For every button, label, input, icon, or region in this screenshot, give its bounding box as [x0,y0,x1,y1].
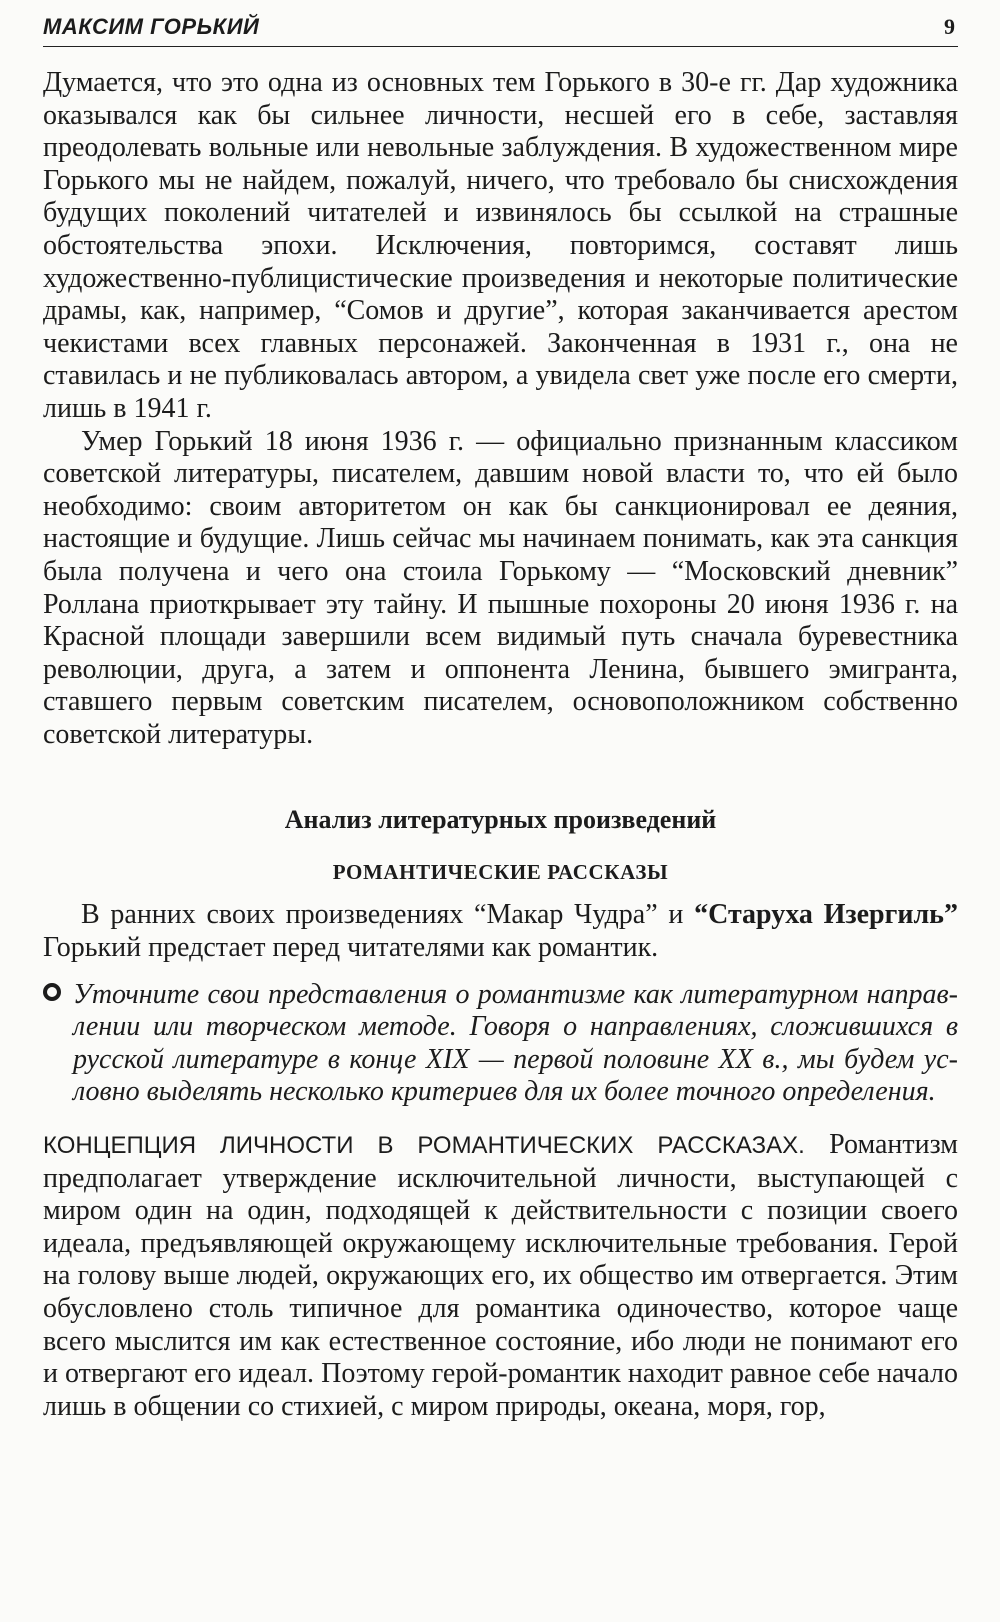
subsection-title: РОМАНТИЧЕСКИЕ РАССКАЗЫ [332,860,669,885]
page-header [43,14,958,47]
page-number: 9 [944,14,955,39]
paragraph-2: Умер Горький 18 июня 1936 г. — официально признанным классиком советской литературы, писателем, давшим новой власти то, что ей было необходимо: своим авторитетом он как бы санкционировал ее деяния, настоящие и будущие. Лишь сейчас мы начинаем понимать, как эта санкция была получена и чего она стоила Горькому — “Московский дневник” Роллана приоткрывает эту тайну. И пышные похороны 20 июня 1936 г. на Красной площади завершили всем видимый путь сначала буревестника революции, друга, а затем и оппонента Ленина, бывшего эмигранта, ставшего первым советским писателем, основоположником собственно советской литературы. [43,425,958,750]
paragraph-4-text: Романтизм предполагает утверждение исключительной личности, выступающей с миром один на один, подходящей к действительности с позиции своего идеала, предъявляющей окружающему исключительные требования. Герой на голову выше людей, окружающих его, их общество им отвергается. Этим обусловлено столь типичное для романтика одиночество, которое чаще всего мыслится им как естественное состояние, ибо люди не понимают его и отвергают его идеал. Поэтому герой-романтик находит равное себе начало лишь в общении со стихией, с миром природы, океана, моря, гор, [43,1129,959,1422]
page-body [43,67,958,1423]
paragraph-1: Думается, что это одна из основных тем Горького в 30-е гг. Дар художника оказывался как бы сильнее личности, несшей его в себе, заставляя преодолевать вольные или невольные заблуждения. В художественном мире Горького мы не найдем, пожалуй, ничего, что требовало бы снисхождения будущих поколений читателей и извинялось бы ссылкой на страшные обстоятельства эпохи. Исключения, повторимся, составят лишь художественно-публицистические произведения и некоторые политические драмы, как, например, “Сомов и другие”, которая заканчивается арестом чекистами всех главных персонажей. Законченная в 1931 г., она не ставилась и не публиковалась автором, а увидела свет уже после его смерти, лишь в 1941 г. [43,67,958,424]
paragraph-4 [43,1129,958,1423]
task-block [43,979,958,1109]
book-page [43,14,958,1423]
section-title: Анализ литературных произведений [284,805,717,835]
paragraph-3 [43,899,958,964]
task-bullet-icon [43,979,73,1006]
paragraph-3-before: В ранних своих произведениях “Макар Чудра” и [81,899,695,931]
paragraph-3-after: Горький предстает перед читателями как романтик. [43,932,659,964]
task-text: Уточните свои представления о романтизме как литературном направлении или творческом методе. Говоря о направлениях, сложившихся в русской литературе в конце XIX — первой половине XX в., мы будем условно выделять несколько критериев для их более точного определения. [73,978,958,1108]
paragraph-4-lead: КОНЦЕПЦИЯ ЛИЧНОСТИ В РОМАНТИЧЕСКИХ РАССКАЗАХ. [43,1132,805,1160]
running-head: МАКСИМ ГОРЬКИЙ [43,14,260,39]
work-title-bold: “Старуха Изергиль” [694,899,958,931]
